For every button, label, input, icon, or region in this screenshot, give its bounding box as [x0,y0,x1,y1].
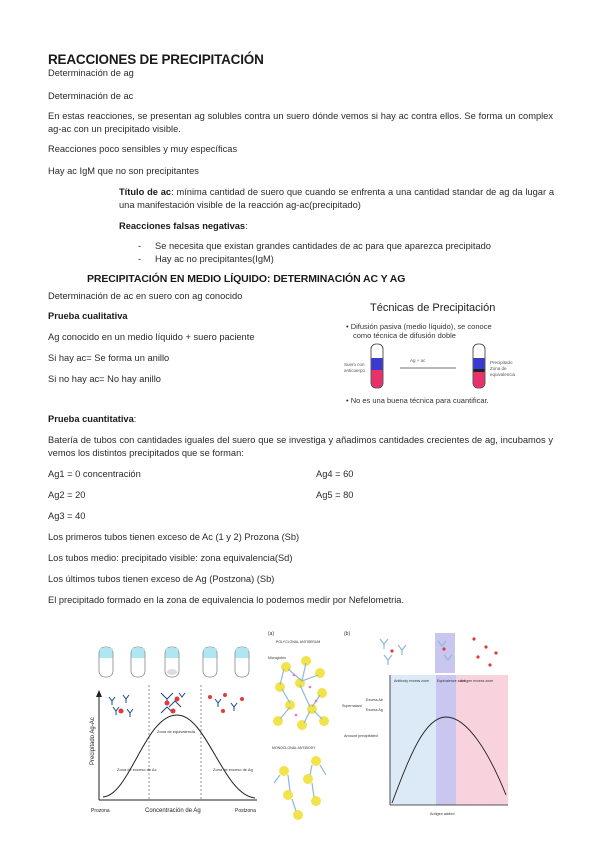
paragraph-reacciones: En estas reacciones, se presentan ag solubles contra un suero dónde vemos si hay ac contra ellos. Se forma un complex ag-ac con un precipitado visible. [48,111,553,134]
tube-3 [165,647,179,677]
falsas-label: Reacciones falsas negativas [119,221,246,231]
label-ag-ac: Ag + ac [410,358,426,363]
zone-bg-antibody [390,675,436,805]
paragraph-determinacion-ag: Determinación de ag [48,68,134,78]
antibodies-zone-3 [215,699,237,711]
fig3-top-schematic [380,633,498,673]
antigen-dot-7 [240,697,244,701]
paragraph-equivalencia: Los tubos medio: precipitado visible: zona equivalencia(Sd) [48,553,293,563]
amount-precipitated-label: Amount precipitated [344,734,378,738]
fig2-label-a: (a) [268,631,275,637]
zone-bg-equivalence [436,675,456,805]
cuantitativa-label: Prueba cuantitativa [48,414,134,424]
cualitativa-heading: Prueba cualitativa [48,311,128,321]
zone-label-1: Zona de exceso de Ac [117,767,157,772]
ag1-value: Ag1 = 0 concentración [48,469,141,479]
fig2-multi: Microglobin [268,656,286,660]
zone-label-2: Zona de equivalencia [157,729,196,734]
ag4-value: Ag4 = 60 [316,469,354,479]
tube-right-pink [474,372,485,388]
excess-ab-label: Excess Ab [366,698,383,702]
label-equivalencia: equivalencia [490,372,516,377]
paragraph-sensibles: Reacciones poco sensibles y muy específicas [48,144,238,154]
label-anticuerpo: anticuerpo [344,368,366,373]
fig3-label-b: (b) [344,631,351,637]
cualitativa-line-1: Ag conocido en un medio líquido + suero paciente [48,332,255,342]
label-precipitado: Precipitado [490,360,513,365]
antigen-dot-5 [208,695,212,699]
fig1-xlabel: Concentración de Ag [145,808,201,814]
fig1-ylabel: Precipitado Ag-Ac [90,717,96,765]
titulo-text: : mínima cantidad de suero que cuando se enfrenta a una cantidad standar de ag da lugar a una manifestación visible de la reacción ag-ac(precipitado) [119,187,554,210]
excess-ag-label: Excess Ag [366,708,383,712]
tecnicas-figure [338,300,560,410]
tecnicas-bullet-1a: • Difusión pasiva (medio líquido), se conoce [346,322,492,331]
fig2-monoclonal: MONOCLONAL ANTIBODY [272,746,316,750]
bullet-mark-2: - [138,254,142,264]
tube-4 [203,647,217,677]
tube-5 [235,647,249,677]
precipitin-zones-figure [340,625,518,825]
cuantitativa-colon: : [133,414,137,424]
cualitativa-line-2: Si hay ac= Se forma un anillo [48,353,170,363]
precipitation-curve-figure [85,645,265,817]
cualitativa-line-3: Si no hay ac= No hay anillo [48,374,161,384]
falsas-heading [119,220,248,233]
ag3-value: Ag3 = 40 [48,511,86,521]
antigen-dot-8 [221,709,225,713]
paragraph-determinacion-suero: Determinación de ac en suero con ag conocido [48,291,243,301]
zone-antibody-label: Antibody excess zone [394,679,429,683]
zone-antigen-label: Antigen excess zone [460,679,494,683]
tecnicas-bullet-1b: como técnica de difusión doble [353,331,456,340]
fig1-x-right: Postzona [235,808,256,814]
ag2-value: Ag2 = 20 [48,490,86,500]
antigen-dot-6 [223,693,227,697]
antigen-dot-4 [171,709,176,714]
tubes-diagram [338,340,560,392]
paragraph-determinacion-ac: Determinación de ac [48,91,134,101]
paragraph-nefelometria: El precipitado formado en la zona de equivalencia lo podemos medir por Nefelometria. [48,595,405,605]
label-suero: Suero con [344,362,365,367]
page-title: REACCIONES DE PRECIPITACIÓN [48,52,264,67]
paragraph-prozona: Los primeros tubos tienen exceso de Ac (1 y 2) Prozona (Sb) [48,532,300,542]
tube-row [99,647,249,677]
titulo-definition [119,186,554,212]
antigen-dot-1 [119,709,124,714]
precipitation-curve [103,715,255,798]
tube-left-blue [372,358,383,370]
zone-equivalence-label: Equivalence zone [437,679,466,683]
bullet-item-2: Hay ac no precipitantes(IgM) [155,254,274,264]
tube-right-blue [474,358,485,369]
cuantitativa-heading [48,413,136,426]
zone-bg-antigen [456,675,508,805]
antigen-dot-3 [175,697,180,702]
paragraph-postzona: Los últimos tubos tienen exceso de Ag (Postzona) (Sb) [48,574,275,584]
tube-left-pink [372,370,383,388]
label-zona: Zona de [490,366,507,371]
monoclonal-cluster [274,756,326,820]
fig2-polyclonal: POLYCLONAL ANTISERUM [276,640,321,644]
antibodies-zone-1 [109,695,133,717]
zone-label-3: Zona de exceso de Ag [213,767,253,772]
tecnicas-bullet-2: • No es una buena técnica para cuantificar. [346,396,489,405]
bullet-item-1: Se necesita que existan grandes cantidades de ac para que aparezca precipitado [155,241,491,251]
titulo-label: Título de ac [119,187,172,197]
fig1-x-left: Prozona [91,808,110,814]
fig3-xlabel: Antigen added [430,812,455,816]
tube-2 [131,647,145,677]
paragraph-bateria: Batería de tubos con cantidades iguales del suero que se investiga y añadimos cantidades crecientes de ag, incubamos y vemos los distintos precipitados que se forman: [48,435,553,458]
bullet-mark-1: - [138,241,142,251]
antigen-dot-2 [165,701,170,706]
y-axis-arrow [96,690,102,697]
tecnicas-title: Técnicas de Precipitación [370,302,496,314]
paragraph-igm: Hay ac IgM que no son precipitantes [48,166,199,176]
falsas-colon: : [245,221,248,231]
antiserum-figure [266,625,342,825]
supernatant-label: Supernatant [342,704,362,708]
tube-right-precipitate [474,369,485,372]
polyclonal-lattice [273,656,329,730]
ag5-value: Ag5 = 80 [316,490,354,500]
tube-1 [99,647,113,677]
section-heading-liquido: PRECIPITACIÓN EN MEDIO LÍQUIDO: DETERMINACIÓN AC Y AG [87,273,406,285]
